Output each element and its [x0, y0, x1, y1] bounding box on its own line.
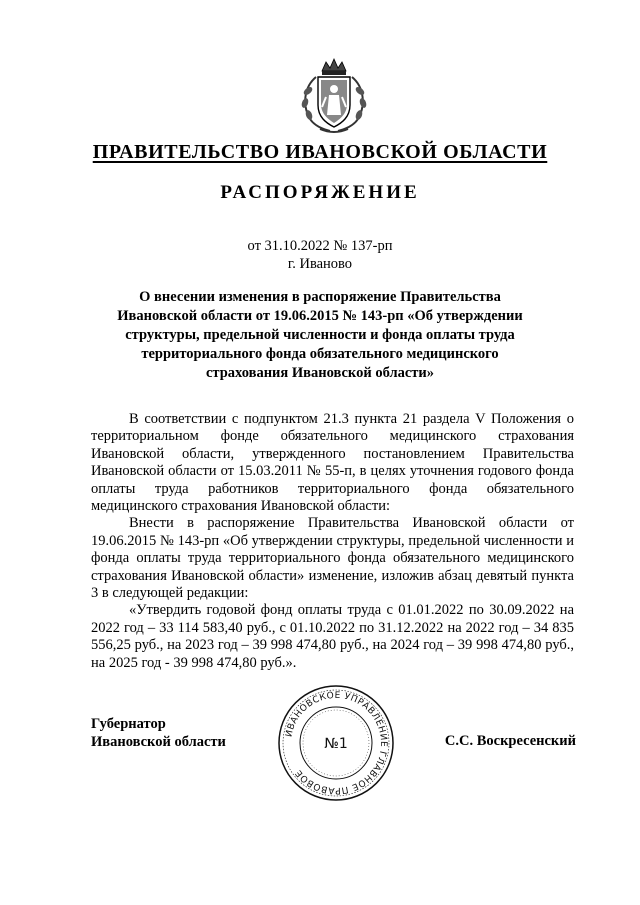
document-subject: О внесении изменения в распоряжение Правительства Ивановской области от 19.06.2015 № 143-рп «Об утверждении структуры, предельной численности и фонда оплаты труда территориального фонда обязательного медицинского страхования Ивановской области»	[117, 289, 523, 381]
paragraph-new-wording: «Утвердить годовой фонд оплаты труда с 01.01.2022 по 30.09.2022 на 2022 год – 33 114 583,40 руб., с 01.10.2022 по 31.12.2022 на 2022 год – 34 835 556,25 руб., на 2023 год – 39 998 474,80 руб., на 2024 год – 39 998 474,80 руб., на 2025 год - 39 998 474,80 руб.».	[91, 602, 574, 671]
government-title: ПРАВИТЕЛЬСТВО ИВАНОВСКОЙ ОБЛАСТИ	[92, 141, 548, 163]
coat-of-arms-icon	[296, 57, 372, 135]
paragraph-basis: В соответствии с подпунктом 21.3 пункта 21 раздела V Положения о территориальном фонде обязательного медицинского страхования Ивановской области, утвержденного постановлением Правительства Ивановской области от 15.03.2011 № 55-п, в целях уточнения годового фонда оплаты труда работников территориального фонда обязательного медицинского страхования Ивановской области:	[91, 411, 574, 515]
official-seal	[276, 683, 396, 803]
signer-title	[91, 715, 226, 751]
paragraph-amendment: Внести в распоряжение Правительства Ивановской области от 19.06.2015 № 143-рп «Об утверждении структуры, предельной численности и фонда оплаты труда территориального фонда обязательного медицинского страхования Ивановской области» изменение, изложив абзац девятый пункта 3 в следующей редакции:	[91, 515, 574, 602]
document-city: г. Иваново	[287, 256, 353, 272]
signer-name: С.С. Воскресенский	[444, 733, 576, 749]
document-body	[91, 411, 574, 672]
document-type: РАСПОРЯЖЕНИЕ	[220, 182, 420, 203]
seal-ring-text: ИВАНОВСКОЕ УПРАВЛЕНИЕ ГЛАВНОЕ ПРАВОВОЕ	[284, 690, 389, 796]
seal-number: №1	[324, 736, 348, 752]
signer-title-line2: Ивановской области	[91, 734, 226, 750]
document-date-number: от 31.10.2022 № 137-рп	[247, 238, 393, 254]
signer-title-line1: Губернатор	[91, 716, 166, 732]
